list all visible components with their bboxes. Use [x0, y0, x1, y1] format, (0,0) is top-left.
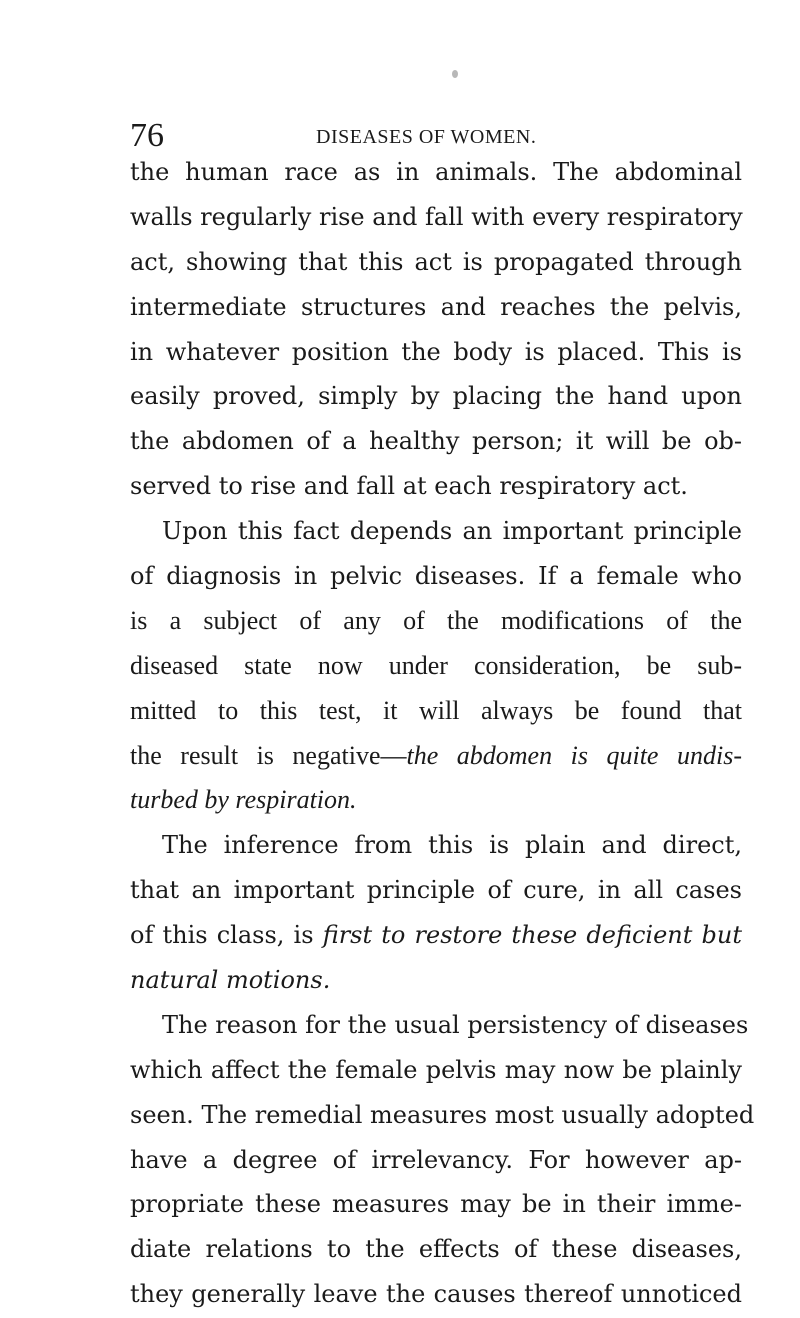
- text-line: which affect the female pelvis may now be plainly: [130, 1055, 742, 1084]
- text-line: the abdomen of a healthy person; it will be ob-: [130, 427, 742, 456]
- text-line: diseased state now under consideration, be sub-: [130, 650, 742, 680]
- text-line: [130, 778, 742, 823]
- text-line: seen. The remedial measures most usually adopted: [130, 1100, 755, 1129]
- text-line: of this class, is first to restore these deficient but: [130, 921, 742, 950]
- text-line: the human race as in animals. The abdominal: [130, 158, 742, 186]
- ink-speck: [452, 70, 458, 78]
- page-number: 76: [130, 117, 164, 154]
- text-line: walls regularly rise and fall with every respiratory: [130, 202, 743, 231]
- text-line: easily proved, simply by placing the hand upon: [130, 382, 742, 411]
- text-line: [130, 958, 742, 1003]
- text-line: that an important principle of cure, in all cases: [130, 876, 742, 905]
- text-line: have a degree of irrelevancy. For however ap-: [130, 1145, 742, 1174]
- text-line: intermediate structures and reaches the pelvis,: [130, 292, 742, 321]
- text-line: they generally leave the causes thereof unnoticed: [130, 1280, 742, 1309]
- italic-text: turbed by respiration.: [130, 785, 357, 815]
- text-line: propriate these measures may be in their imme-: [130, 1190, 742, 1219]
- italic-text: natural motions.: [130, 966, 331, 995]
- text-line: mitted to this test, it will always be found that: [130, 695, 742, 725]
- text-line: is a subject of any of the modifications of the: [130, 605, 742, 635]
- text-line: served to rise and fall at each respiratory act.: [130, 472, 688, 501]
- running-head: DISEASES OF WOMEN.: [316, 126, 537, 148]
- paragraph-start-line: The reason for the usual persistency of diseases: [162, 1010, 749, 1039]
- text-line: of diagnosis in pelvic diseases. If a female who: [130, 562, 742, 591]
- italic-text: first to restore these deficient but: [322, 921, 742, 950]
- text-line: diate relations to the effects of these diseases,: [130, 1235, 742, 1264]
- paragraph-start-line: The inference from this is plain and direct,: [162, 831, 742, 860]
- italic-text: the abdomen is quite undis-: [406, 740, 742, 770]
- paragraph-start-line: Upon this fact depends an important principle: [162, 517, 742, 546]
- text-line: in whatever position the body is placed. This is: [130, 337, 742, 366]
- text-line: act, showing that this act is propagated through: [130, 247, 742, 276]
- text-line: the result is negative—the abdomen is quite undis-: [130, 740, 742, 770]
- body-text: [130, 150, 755, 1317]
